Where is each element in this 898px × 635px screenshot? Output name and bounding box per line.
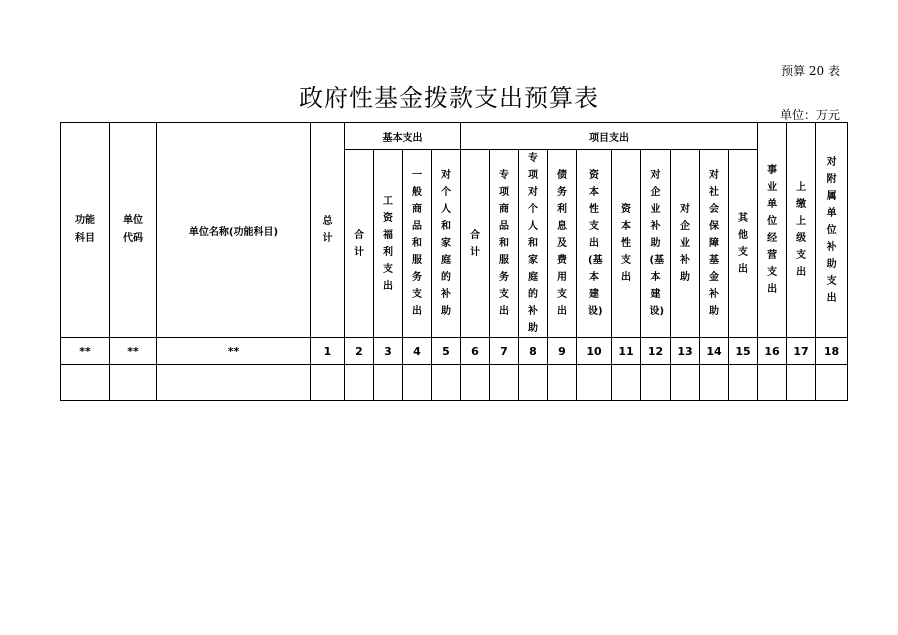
header-right-col: 对附属单位补助支出 bbox=[816, 123, 848, 338]
empty-cell bbox=[61, 365, 110, 401]
empty-cell bbox=[548, 365, 577, 401]
num-cell: 3 bbox=[374, 338, 403, 365]
header-project-col: 资本性支出 bbox=[612, 150, 641, 338]
empty-cell bbox=[577, 365, 612, 401]
header-basic-col: 工资福利支出 bbox=[374, 150, 403, 338]
num-cell: 1 bbox=[311, 338, 345, 365]
num-cell: 2 bbox=[345, 338, 374, 365]
num-cell: 18 bbox=[816, 338, 848, 365]
empty-cell bbox=[345, 365, 374, 401]
num-cell: ** bbox=[110, 338, 157, 365]
header-unit-code: 单位代码 bbox=[110, 123, 157, 338]
header-func-subject: 功能科目 bbox=[61, 123, 110, 338]
num-cell: 11 bbox=[612, 338, 641, 365]
num-cell: 17 bbox=[787, 338, 816, 365]
empty-cell bbox=[490, 365, 519, 401]
header-project-col: 其他支出 bbox=[729, 150, 758, 338]
num-cell: 6 bbox=[461, 338, 490, 365]
form-number: 预算 20 表 bbox=[781, 64, 840, 78]
header-project-col: 对企业补助(基本建设) bbox=[641, 150, 671, 338]
empty-data-row bbox=[61, 365, 848, 401]
empty-cell bbox=[641, 365, 671, 401]
unit-label: 单位：万元 bbox=[779, 108, 840, 122]
empty-cell bbox=[461, 365, 490, 401]
num-cell: 9 bbox=[548, 338, 577, 365]
num-cell: 10 bbox=[577, 338, 612, 365]
empty-cell bbox=[700, 365, 729, 401]
num-cell: 14 bbox=[700, 338, 729, 365]
empty-cell bbox=[519, 365, 548, 401]
num-cell: 5 bbox=[432, 338, 461, 365]
empty-cell bbox=[403, 365, 432, 401]
empty-cell bbox=[729, 365, 758, 401]
empty-cell bbox=[432, 365, 461, 401]
empty-cell bbox=[311, 365, 345, 401]
num-cell: 15 bbox=[729, 338, 758, 365]
header-project-col: 资本性支出(基本建设) bbox=[577, 150, 612, 338]
num-cell: 13 bbox=[671, 338, 700, 365]
num-cell: ** bbox=[61, 338, 110, 365]
budget-table bbox=[60, 122, 848, 401]
num-cell: 4 bbox=[403, 338, 432, 365]
header-project-col: 合计 bbox=[461, 150, 490, 338]
header-project: 项目支出 bbox=[461, 123, 758, 150]
num-cell: 8 bbox=[519, 338, 548, 365]
num-cell: ** bbox=[157, 338, 311, 365]
empty-cell bbox=[787, 365, 816, 401]
header-unit-name: 单位名称(功能科目) bbox=[157, 123, 311, 338]
empty-cell bbox=[612, 365, 641, 401]
header-basic: 基本支出 bbox=[345, 123, 461, 150]
header-basic-col: 一般商品和服务支出 bbox=[403, 150, 432, 338]
num-cell: 7 bbox=[490, 338, 519, 365]
header-project-col: 对企业补助 bbox=[671, 150, 700, 338]
header-right-col: 上缴上级支出 bbox=[787, 123, 816, 338]
header-project-col: 债务利息及费用支出 bbox=[548, 150, 577, 338]
empty-cell bbox=[816, 365, 848, 401]
header-basic-col: 合计 bbox=[345, 150, 374, 338]
num-cell: 16 bbox=[758, 338, 787, 365]
empty-cell bbox=[374, 365, 403, 401]
empty-cell bbox=[157, 365, 311, 401]
num-cell: 12 bbox=[641, 338, 671, 365]
header-total: 总计 bbox=[311, 123, 345, 338]
header-row-1 bbox=[61, 123, 848, 150]
empty-cell bbox=[110, 365, 157, 401]
header-project-col: 专项商品和服务支出 bbox=[490, 150, 519, 338]
header-right-col: 事业单位经营支出 bbox=[758, 123, 787, 338]
empty-cell bbox=[758, 365, 787, 401]
header-basic-col: 对个人和家庭的补助 bbox=[432, 150, 461, 338]
column-number-row bbox=[61, 338, 848, 365]
empty-cell bbox=[671, 365, 700, 401]
header-project-col: 专项对个人和家庭的补助 bbox=[519, 150, 548, 338]
header-project-col: 对社会保障基金补助 bbox=[700, 150, 729, 338]
page-title: 政府性基金拨款支出预算表 bbox=[299, 84, 599, 112]
